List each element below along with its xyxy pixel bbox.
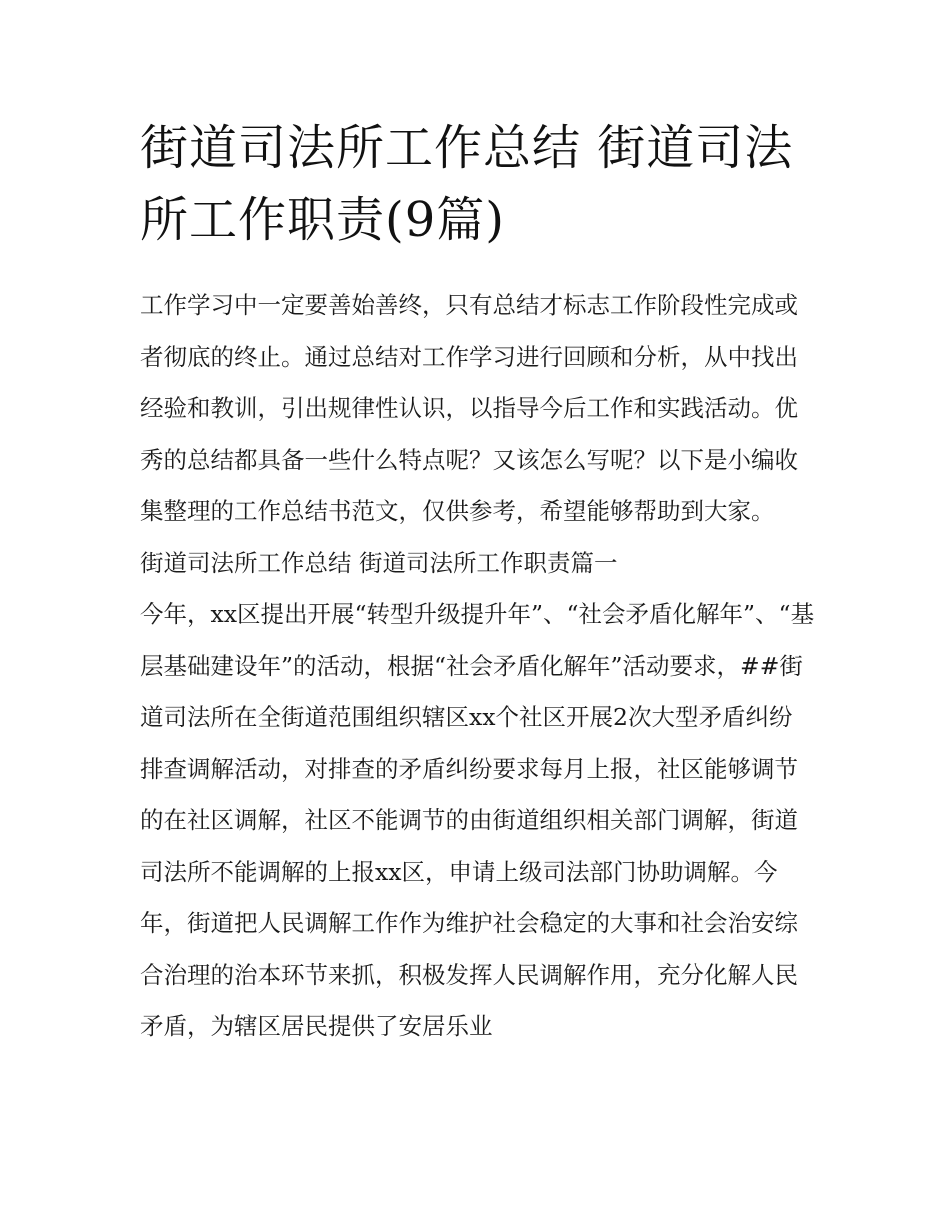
section-heading: 街道司法所工作总结 街道司法所工作职责篇一 [140, 548, 618, 577]
document-title: 街道司法所工作总结 街道司法所工作职责(9篇) [140, 120, 794, 248]
document-body [140, 280, 815, 1053]
intro-paragraph: 工作学习中一定要善始善终，只有总结才标志工作阶段性完成或者彻底的终止。通过总结对工作学习进行回顾和分析，从中找出经验和教训，引出规律性认识，以指导今后工作和实践活动。优秀的总结都具备一些什么特点呢？又该怎么写呢？以下是小编收集整理的工作总结书范文，仅供参考，希望能够帮助到大家。 [140, 291, 798, 525]
section-paragraph: 今年，xx区提出开展“转型升级提升年”、“社会矛盾化解年”、“基层基础建设年”的活动，根据“社会矛盾化解年”活动要求，##街道司法所在全街道范围组织辖区xx个社区开展2次大型矛盾纠纷排查调解活动，对排查的矛盾纠纷要求每月上报，社区能够调节的在社区调解，社区不能调节的由街道组织相关部门调解，街道司法所不能调解的上报xx区，申请上级司法部门协助调解。今年，街道把人民调解工作作为维护社会稳定的大事和社会治安综合治理的治本环节来抓，积极发挥人民调解作用，充分化解人民矛盾，为辖区居民提供了安居乐业 [140, 600, 815, 1040]
